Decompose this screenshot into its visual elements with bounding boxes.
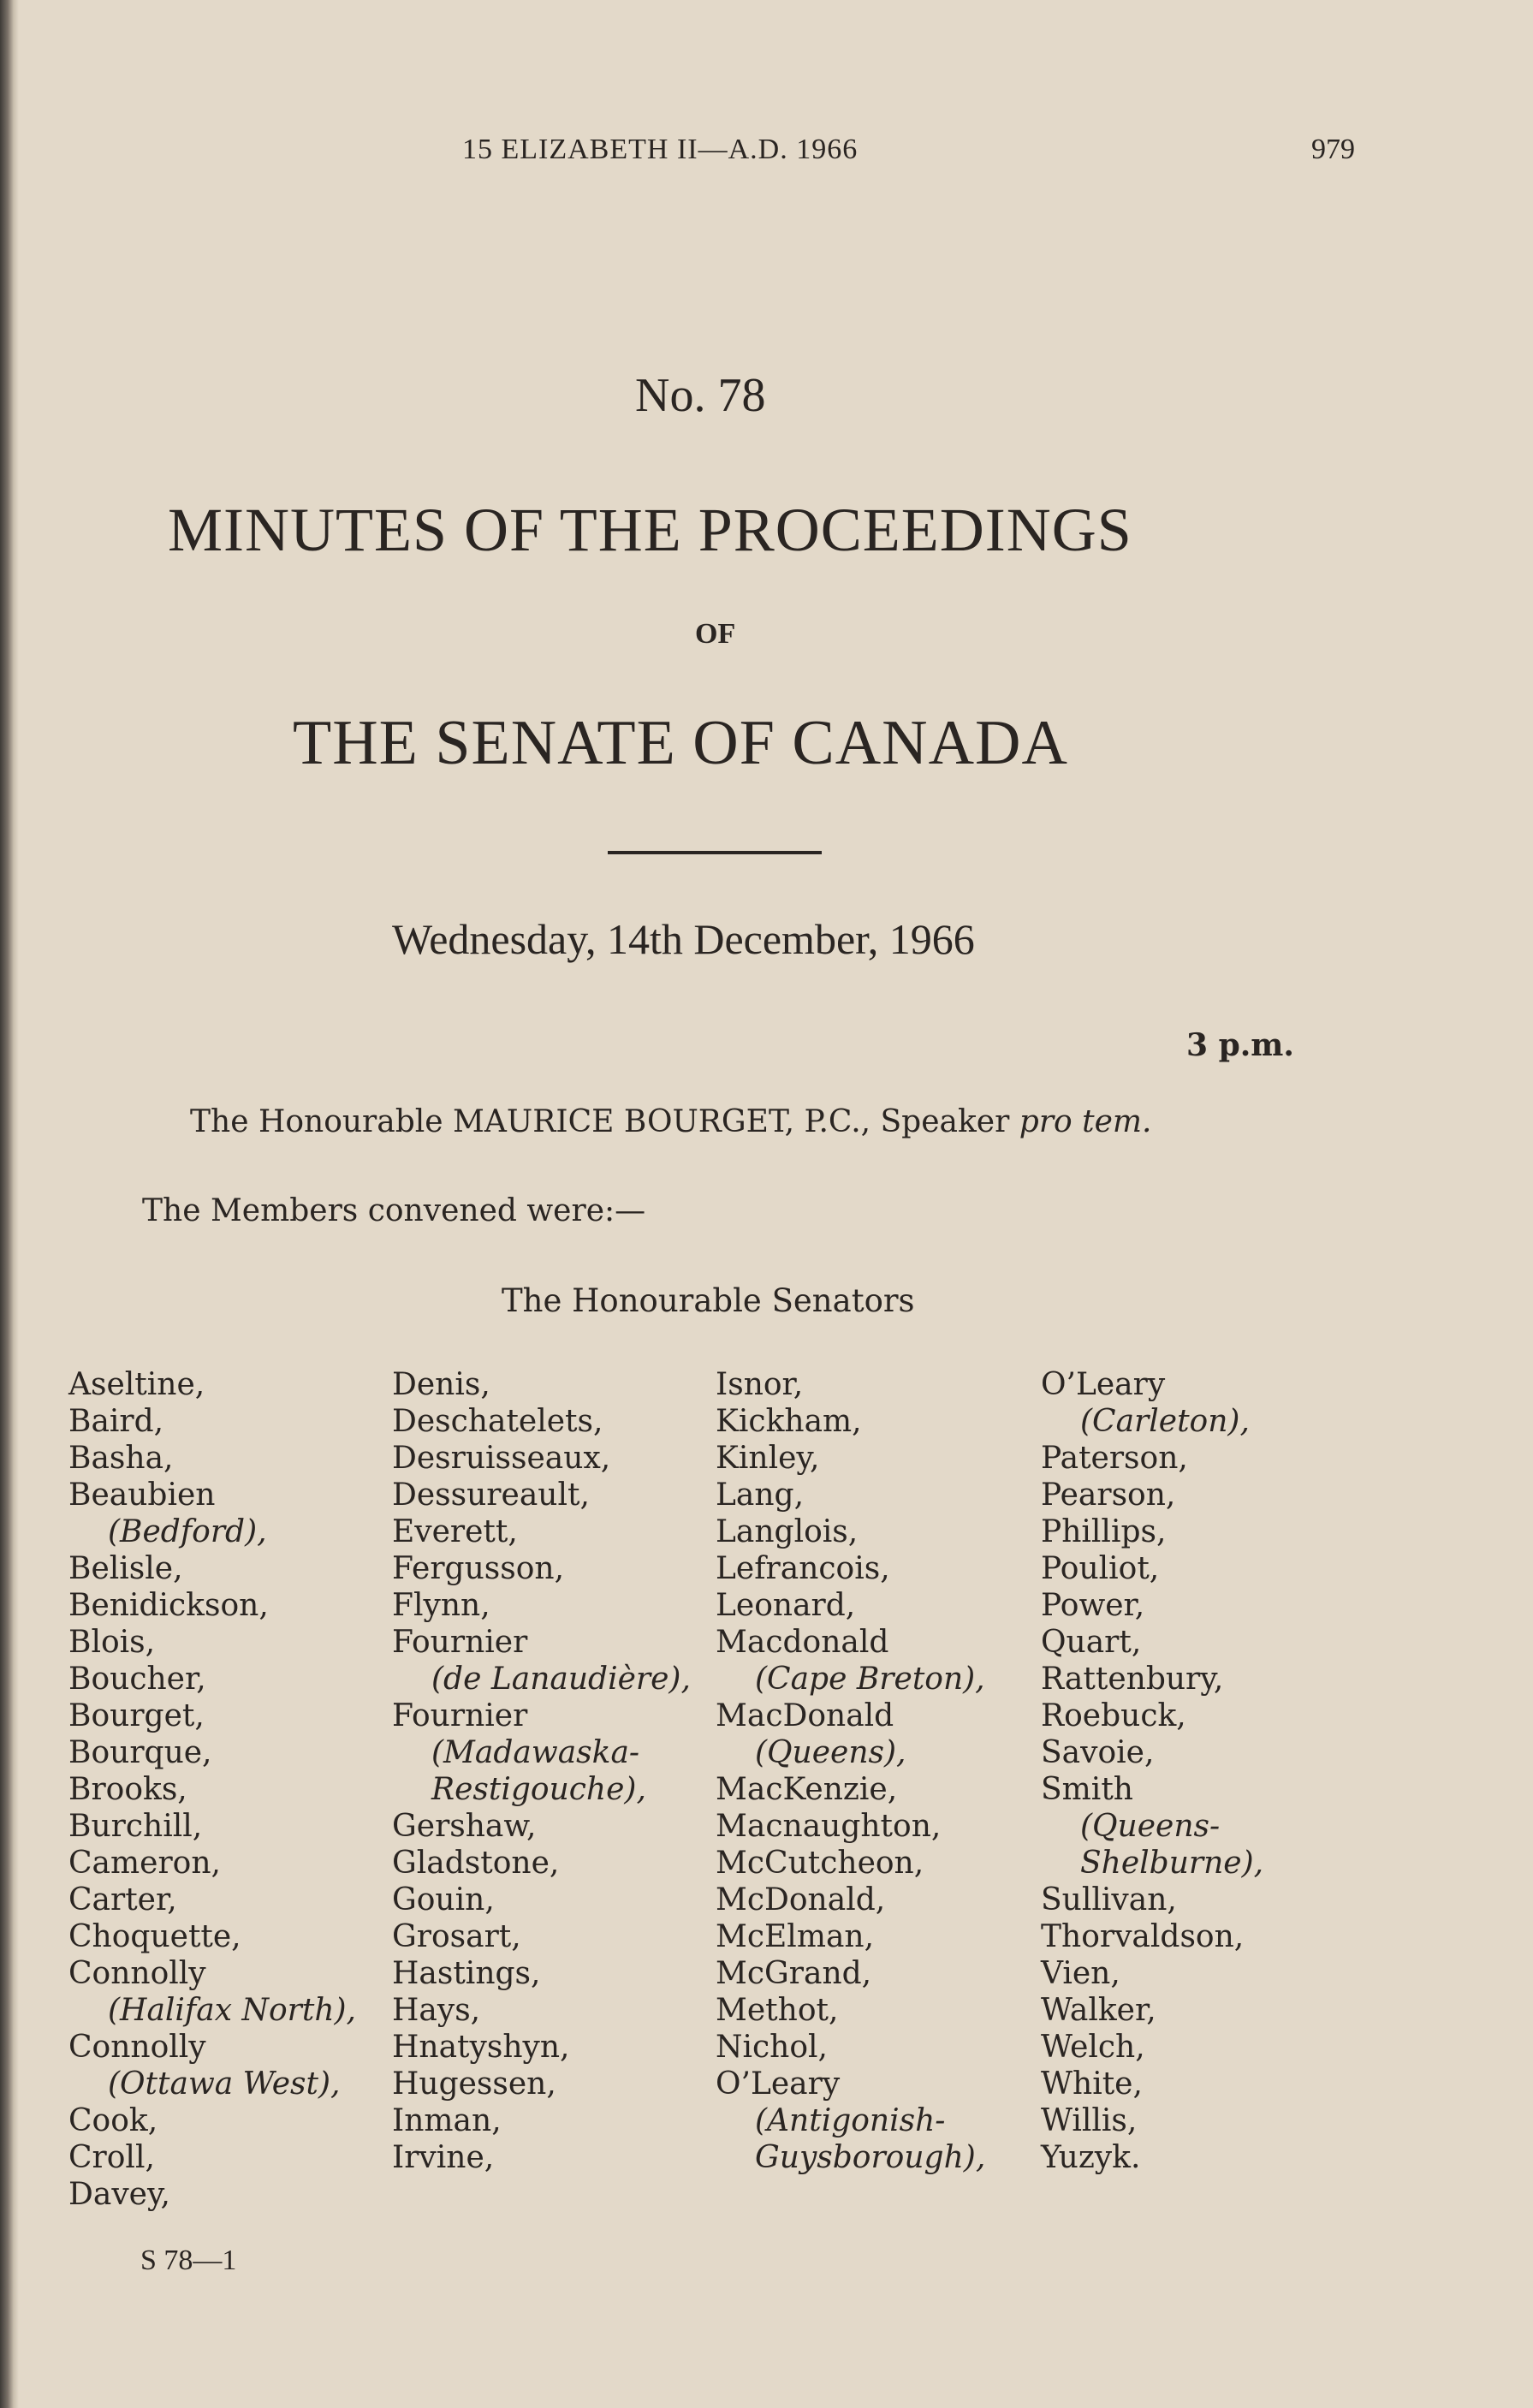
- senator-name: Gouin,: [392, 1882, 495, 1917]
- senator-name: Inman,: [392, 2103, 502, 2138]
- convened-line: The Members convened were:—: [142, 1193, 646, 1228]
- senator-name: (Cape Breton),: [755, 1662, 985, 1697]
- senator-name: Connolly: [68, 1956, 206, 1991]
- senator-name: Savoie,: [1041, 1735, 1155, 1770]
- senator-name: (de Lanaudière),: [431, 1662, 691, 1697]
- senator-name: Bourque,: [68, 1735, 212, 1770]
- senator-name: (Queens),: [755, 1735, 906, 1770]
- senator-name: McCutcheon,: [716, 1846, 924, 1881]
- senator-name: Irvine,: [392, 2140, 495, 2175]
- footer-signature-code: S 78—1: [140, 2244, 237, 2276]
- senator-name: Benidickson,: [68, 1588, 269, 1623]
- senator-name: Kinley,: [716, 1441, 820, 1476]
- senator-name: Brooks,: [68, 1772, 187, 1807]
- senator-name: Guysborough),: [755, 2140, 986, 2175]
- senator-name: Isnor,: [716, 1367, 804, 1402]
- senator-name: Willis,: [1041, 2103, 1138, 2138]
- senator-name: Beaubien: [68, 1478, 216, 1513]
- senator-name: MacDonald: [716, 1698, 894, 1733]
- senator-name: Basha,: [68, 1441, 174, 1476]
- senator-name: Denis,: [392, 1367, 490, 1402]
- senator-name: Flynn,: [392, 1588, 490, 1623]
- senator-name: Yuzyk.: [1041, 2140, 1141, 2175]
- senator-name: Everett,: [392, 1514, 518, 1549]
- senator-name: (Bedford),: [108, 1514, 267, 1549]
- speaker-line: [190, 1104, 1152, 1139]
- speaker-name: The Honourable MAURICE BOURGET, P.C., Speaker: [190, 1104, 1010, 1139]
- senator-name: Dessureault,: [392, 1478, 590, 1513]
- senator-name: Hays,: [392, 1993, 481, 2028]
- senator-name: Bourget,: [68, 1698, 205, 1733]
- senator-name: Kickham,: [716, 1404, 862, 1439]
- sitting-date: Wednesday, 14th December, 1966: [392, 915, 975, 963]
- senator-name: Shelburne),: [1080, 1846, 1264, 1881]
- title-senate: THE SENATE OF CANADA: [293, 708, 1068, 778]
- speaker-pro-tem: pro tem.: [1019, 1104, 1152, 1139]
- senator-name: Hastings,: [392, 1956, 541, 1991]
- senator-name: Paterson,: [1041, 1441, 1188, 1476]
- sitting-time: 3 p.m.: [1186, 1027, 1294, 1063]
- senator-name: Welch,: [1041, 2030, 1145, 2065]
- page-number: 979: [1311, 134, 1355, 165]
- senator-name: Phillips,: [1041, 1514, 1167, 1549]
- senator-name: Roebuck,: [1041, 1698, 1186, 1733]
- senator-name: O’Leary: [716, 2066, 841, 2102]
- senator-name: Smith: [1041, 1772, 1133, 1807]
- senators-column-4: [1041, 1366, 1263, 2176]
- senator-name: Fournier: [392, 1625, 528, 1660]
- senator-name: Blois,: [68, 1625, 156, 1660]
- senator-name: Langlois,: [716, 1514, 859, 1549]
- senator-name: Baird,: [68, 1404, 164, 1439]
- senator-name: Deschatelets,: [392, 1404, 603, 1439]
- title-of: OF: [695, 618, 736, 650]
- senator-name: Walker,: [1041, 1993, 1156, 2028]
- senator-name: (Carleton),: [1080, 1404, 1250, 1439]
- senator-name: White,: [1041, 2066, 1143, 2102]
- senator-name: Lang,: [716, 1478, 805, 1513]
- senator-name: McGrand,: [716, 1956, 872, 1991]
- senator-name: (Madawaska-: [431, 1735, 640, 1770]
- senator-name: Methot,: [716, 1993, 839, 2028]
- senator-name: Vien,: [1041, 1956, 1120, 1991]
- senator-name: Gershaw,: [392, 1809, 537, 1844]
- senator-name: Hugessen,: [392, 2066, 556, 2102]
- senator-name: Hnatyshyn,: [392, 2030, 570, 2065]
- senator-name: Desruisseaux,: [392, 1441, 611, 1476]
- minutes-number: No. 78: [635, 369, 766, 422]
- senator-name: Connolly: [68, 2030, 206, 2065]
- title-minutes: MINUTES OF THE PROCEEDINGS: [168, 496, 1132, 564]
- senator-name: Gladstone,: [392, 1846, 560, 1881]
- senators-column-2: [392, 1366, 691, 2176]
- senator-name: (Antigonish-: [755, 2103, 946, 2138]
- senator-name: (Ottawa West),: [108, 2066, 341, 2102]
- title-rule: [608, 851, 822, 854]
- senator-name: Cook,: [68, 2103, 158, 2138]
- senators-column-3: [716, 1366, 985, 2176]
- senator-name: Restigouche),: [431, 1772, 646, 1807]
- senator-name: Belisle,: [68, 1551, 183, 1586]
- senator-name: Leonard,: [716, 1588, 856, 1623]
- senator-name: Fournier: [392, 1698, 528, 1733]
- senator-name: Burchill,: [68, 1809, 203, 1844]
- senator-name: Fergusson,: [392, 1551, 565, 1586]
- senator-name: Grosart,: [392, 1919, 521, 1954]
- senator-name: Quart,: [1041, 1625, 1142, 1660]
- senator-name: Croll,: [68, 2140, 155, 2175]
- senator-name: Lefrancois,: [716, 1551, 890, 1586]
- senators-heading: The Honourable Senators: [502, 1282, 915, 1319]
- senator-name: Choquette,: [68, 1919, 241, 1954]
- senator-name: Rattenbury,: [1041, 1662, 1224, 1697]
- senator-name: Davey,: [68, 2177, 170, 2212]
- senator-name: Power,: [1041, 1588, 1145, 1623]
- senator-name: (Halifax North),: [108, 1993, 356, 2028]
- senator-name: McElman,: [716, 1919, 875, 1954]
- senator-name: Aseltine,: [68, 1367, 205, 1402]
- senator-name: Macnaughton,: [716, 1809, 942, 1844]
- senator-name: Macdonald: [716, 1625, 889, 1660]
- senator-name: Boucher,: [68, 1662, 206, 1697]
- senator-name: McDonald,: [716, 1882, 886, 1917]
- running-head: 15 ELIZABETH II—A.D. 1966: [462, 134, 859, 165]
- senator-name: (Queens-: [1080, 1809, 1221, 1844]
- book-binding-edge: [0, 0, 19, 2408]
- senator-name: Pouliot,: [1041, 1551, 1160, 1586]
- senator-name: MacKenzie,: [716, 1772, 898, 1807]
- senator-name: Nichol,: [716, 2030, 828, 2065]
- senator-name: Thorvaldson,: [1041, 1919, 1245, 1954]
- senator-name: Pearson,: [1041, 1478, 1176, 1513]
- senator-name: Carter,: [68, 1882, 177, 1917]
- senator-name: Cameron,: [68, 1846, 221, 1881]
- senator-name: Sullivan,: [1041, 1882, 1177, 1917]
- senators-column-1: [68, 1366, 356, 2213]
- senator-name: O’Leary: [1041, 1367, 1166, 1402]
